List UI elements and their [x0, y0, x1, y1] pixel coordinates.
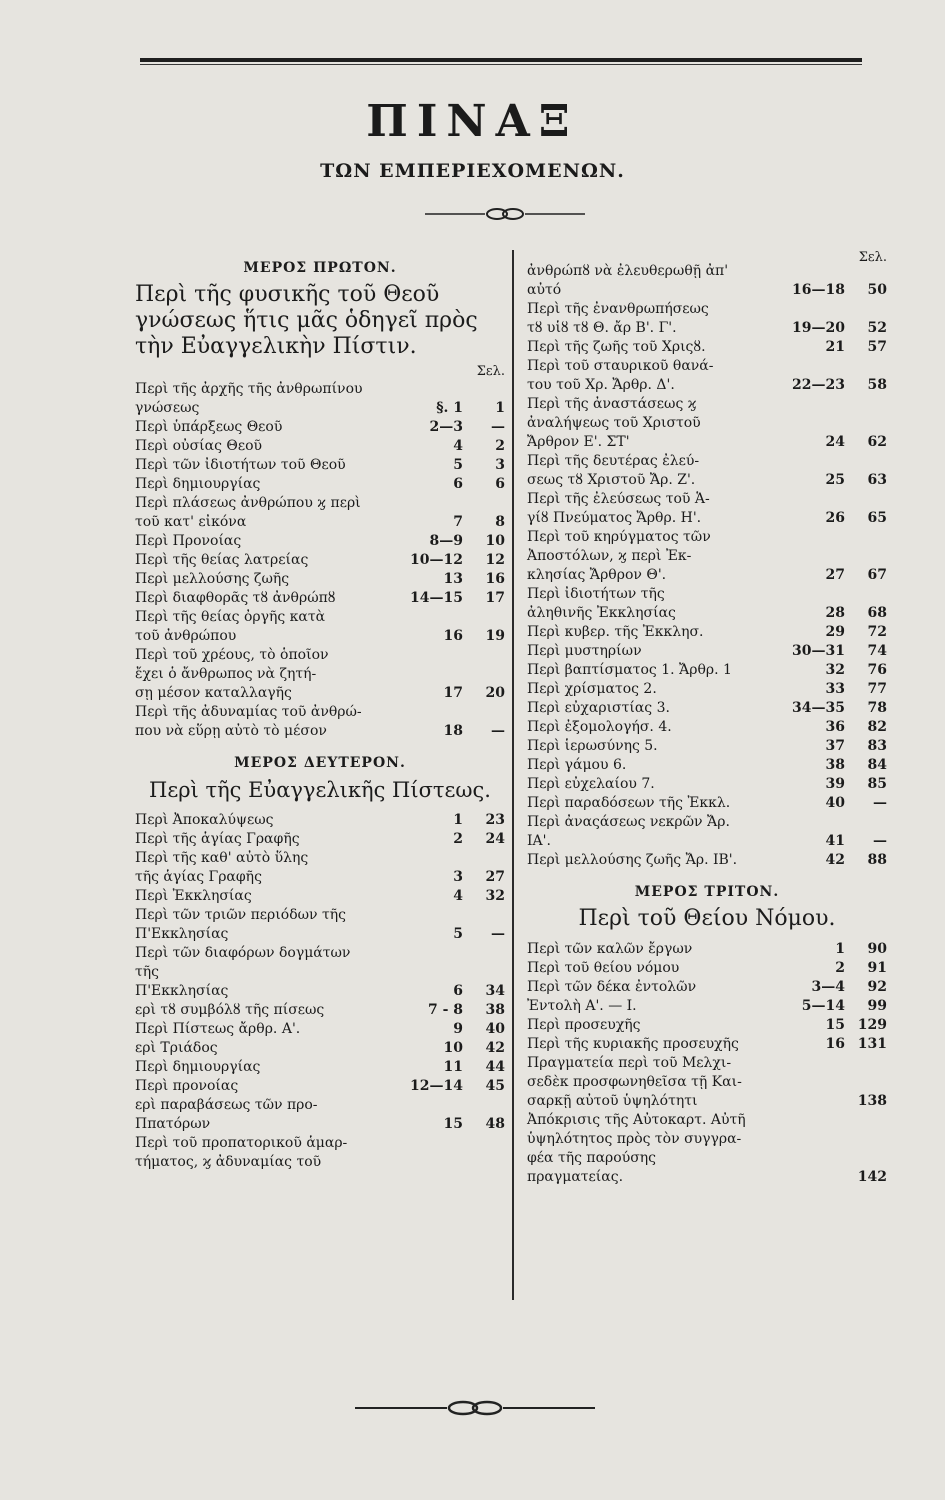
part-three-entries [527, 940, 887, 1187]
entry-section-ref: 39 [825, 776, 845, 792]
entry-title: Πραγματεία περὶ τοῦ Μελχι- σεδὲκ προσφωνηθεῖσα τῇ Και- σαρκῇ αὐτοῦ ὑψηλότητι [527, 1055, 742, 1109]
toc-entry [527, 775, 887, 794]
entry-section-ref: 2 [453, 831, 463, 847]
entry-section-ref: 21 [825, 339, 845, 355]
entry-title: Περὶ εὐχελαίου 7. [527, 776, 655, 792]
page-column-header-right [527, 250, 887, 265]
entry-page-number: 40 [485, 1021, 505, 1037]
entry-section-ref: 1 [453, 812, 463, 828]
toc-entry [527, 997, 887, 1016]
entry-title: Περὶ παραδόσεων τῆς Ἐκκλ. [527, 795, 731, 811]
entry-section-ref: 6 [453, 983, 463, 999]
toc-entry [527, 1016, 887, 1035]
part-one-heading: ΜΕΡΟΣ ΠΡΩΤΟΝ. [243, 260, 397, 276]
entry-title: Περὶ τοῦ κηρύγματος τῶν Ἀποστόλων, ϗ περὶ Ἐκ- κλησίας Ἄρθρον Θ'. [527, 529, 711, 583]
entry-section-ref: 41 [825, 833, 845, 849]
entry-title: ερὶ παραβάσεως τῶν προ- Ππατόρων [135, 1097, 318, 1132]
entry-title: Περὶ τῆς θείας ὀργῆς κατὰ τοῦ ἀνθρώπου [135, 609, 326, 644]
entry-title: Περὶ τοῦ σταυρικοῦ θανά- του τοῦ Χρ. Ἄρθρ. Δ'. [527, 358, 714, 393]
entry-title: Περὶ πλάσεως ἀνθρώπου ϗ περὶ τοῦ κατ' εἰκόνα [135, 495, 361, 530]
entry-title: Περὶ οὐσίας Θεοῦ [135, 438, 263, 454]
entry-page-number: 77 [867, 681, 887, 697]
entry-title: Περὶ τῆς ἀρχῆς τῆς ἀνθρωπίνου γνώσεως [135, 381, 363, 416]
right-column [527, 250, 887, 1187]
entry-section-ref: 38 [825, 757, 845, 773]
toc-entry [135, 1096, 505, 1134]
entry-section-ref: 5 [453, 457, 463, 473]
entry-section-ref: 9 [453, 1021, 463, 1037]
part-one-entries [135, 380, 505, 741]
entry-section-ref: 2—3 [429, 419, 463, 435]
entry-page-number: 72 [867, 624, 887, 640]
entry-page-number: 90 [867, 941, 887, 957]
entry-title: Περὶ τῶν δέκα ἐντολῶν [527, 979, 697, 995]
entry-page-number: 99 [867, 998, 887, 1014]
toc-entry [135, 849, 505, 887]
entry-section-ref: 5—14 [801, 998, 845, 1014]
entry-section-ref: 26 [825, 510, 845, 526]
toc-entry [135, 1077, 505, 1096]
entry-page-number: 57 [867, 339, 887, 355]
entry-page-number: 76 [867, 662, 887, 678]
toc-entry [135, 1058, 505, 1077]
toc-entry [527, 357, 887, 395]
entry-section-ref: 10—12 [410, 552, 463, 568]
entry-title: Περὶ ἀναςάσεως νεκρῶν Ἄρ. ΙΑ'. [527, 814, 730, 849]
part-two-continued-entries [527, 262, 887, 870]
entry-section-ref: 22—23 [792, 377, 845, 393]
entry-title: Περὶ τῶν ἰδιοτήτων τοῦ Θεοῦ [135, 457, 346, 473]
entry-title: Περὶ τῆς καθ' αὐτὸ ὕλης τῆς ἁγίας Γραφῆς [135, 850, 309, 885]
column-divider [512, 250, 514, 1300]
entry-section-ref: 6 [453, 476, 463, 492]
entry-page-number: 16 [485, 571, 505, 587]
toc-entry [135, 418, 505, 437]
entry-title: Περὶ μυστηρίων [527, 643, 642, 659]
toc-entry [135, 608, 505, 646]
top-rule [140, 58, 862, 62]
toc-entry [527, 959, 887, 978]
toc-entry [527, 528, 887, 585]
entry-section-ref: 27 [825, 567, 845, 583]
toc-entry [135, 830, 505, 849]
toc-entry [135, 380, 505, 418]
part-two-heading: ΜΕΡΟΣ ΔΕΥΤΕΡΟΝ. [234, 755, 406, 771]
entry-page-number: 27 [485, 869, 505, 885]
entry-page-number: 12 [485, 552, 505, 568]
toc-entry [527, 300, 887, 338]
entry-section-ref: 36 [825, 719, 845, 735]
entry-title: ερὶ Τριάδος [135, 1040, 218, 1056]
entry-title: Περὶ γάμου 6. [527, 757, 627, 773]
entry-title: Περὶ τῶν τριῶν περιόδων τῆς Π'Εκκλησίας [135, 907, 346, 942]
toc-entry [135, 811, 505, 830]
entry-title: Περὶ τῆς ζωῆς τοῦ Χριςȣ. [527, 339, 706, 355]
entry-page-number: 78 [867, 700, 887, 716]
entry-section-ref: 37 [825, 738, 845, 754]
toc-entry [527, 490, 887, 528]
entry-page-number: 58 [867, 377, 887, 393]
entry-title: Περὶ μελλούσης ζωῆς [135, 571, 290, 587]
entry-page-number: 1 [495, 400, 505, 416]
entry-page-number: 138 [857, 1093, 887, 1109]
entry-section-ref: 3 [453, 869, 463, 885]
entry-section-ref: §. 1 [436, 400, 463, 416]
toc-entry [135, 887, 505, 906]
entry-page-number: — [873, 833, 887, 849]
toc-entry [527, 756, 887, 775]
toc-entry [135, 475, 505, 494]
entry-page-number: 48 [485, 1116, 505, 1132]
toc-entry [135, 944, 505, 1001]
entry-section-ref: 18 [443, 723, 463, 739]
entry-title: ερὶ τȣ συμβόλȣ τῆς πίσεως [135, 1002, 325, 1018]
entry-page-number: 34 [485, 983, 505, 999]
entry-page-number: 24 [485, 831, 505, 847]
entry-title: Περὶ τῶν διαφόρων δογμάτων τῆς Π'Εκκλησίας [135, 945, 351, 999]
entry-title: Περὶ τῆς δευτέρας ἐλεύ- σεως τȣ Χριστοῦ Ἄρ. Ζ'. [527, 453, 700, 488]
entry-page-number: 131 [857, 1036, 887, 1052]
entry-section-ref: 1 [835, 941, 845, 957]
entry-title: ἀνθρώπȣ νὰ ἐλευθερωθῇ ἀπ' αὐτό [527, 263, 729, 298]
toc-entry [135, 1039, 505, 1058]
entry-page-number: 20 [485, 685, 505, 701]
entry-title: Περὶ Ἐκκλησίας [135, 888, 252, 904]
toc-entry [135, 646, 505, 703]
entry-section-ref: 4 [453, 888, 463, 904]
entry-section-ref: 42 [825, 852, 845, 868]
left-column [135, 250, 505, 1172]
entry-title: Περὶ τῆς κυριακῆς προσευχῆς [527, 1036, 739, 1052]
sel-label: Σελ. [476, 364, 505, 379]
sel-label-right: Σελ. [858, 250, 887, 265]
toc-entry [527, 395, 887, 452]
entry-page-number: 129 [857, 1017, 887, 1033]
entry-title: Περὶ τῆς ἁγίας Γραφῆς [135, 831, 300, 847]
entry-page-number: 6 [495, 476, 505, 492]
toc-entry [527, 623, 887, 642]
toc-entry [527, 642, 887, 661]
entry-page-number: 84 [867, 757, 887, 773]
entry-section-ref: 8—9 [429, 533, 463, 549]
entry-section-ref: 19—20 [792, 320, 845, 336]
entry-title: Περὶ χρίσματος 2. [527, 681, 657, 697]
entry-page-number: 2 [495, 438, 505, 454]
entry-section-ref: 30—31 [792, 643, 845, 659]
toc-entry [527, 813, 887, 851]
entry-title: Περὶ εὐχαριστίας 3. [527, 700, 670, 716]
entry-title: Περὶ ὑπάρξεως Θεοῦ [135, 419, 283, 435]
toc-entry [527, 680, 887, 699]
entry-page-number: 91 [867, 960, 887, 976]
entry-section-ref: 34—35 [792, 700, 845, 716]
entry-title: Περὶ τῶν καλῶν ἔργων [527, 941, 693, 957]
toc-entry [135, 703, 505, 741]
entry-page-number: 10 [485, 533, 505, 549]
entry-page-number: 82 [867, 719, 887, 735]
toc-entry [135, 494, 505, 532]
entry-section-ref: 7 - 8 [427, 1002, 463, 1018]
entry-page-number: 23 [485, 812, 505, 828]
entry-page-number: 17 [485, 590, 505, 606]
entry-section-ref: 33 [825, 681, 845, 697]
entry-page-number: 85 [867, 776, 887, 792]
ornament-divider-icon [425, 206, 585, 222]
toc-entry [527, 262, 887, 300]
toc-entry [527, 851, 887, 870]
entry-page-number: 38 [485, 1002, 505, 1018]
entry-page-number: 142 [857, 1169, 887, 1185]
entry-title: Περὶ ἐξομολογήσ. 4. [527, 719, 672, 735]
toc-entry [527, 940, 887, 959]
entry-title: Περὶ τῆς ἐνανθρωπήσεως τȣ υἱȣ τȣ Θ. ἄρ Β'. Γ'. [527, 301, 709, 336]
entry-page-number: 8 [495, 514, 505, 530]
toc-entry [527, 1035, 887, 1054]
entry-section-ref: 25 [825, 472, 845, 488]
entry-section-ref: 12—14 [410, 1078, 463, 1094]
entry-page-number: 88 [867, 852, 887, 868]
entry-title: Περὶ Πίστεως ἄρθρ. Α'. [135, 1021, 301, 1037]
entry-title: Περὶ διαφθορᾶς τȣ ἀνθρώπȣ [135, 590, 336, 606]
entry-section-ref: 24 [825, 434, 845, 450]
entry-page-number: 45 [485, 1078, 505, 1094]
toc-entry [527, 978, 887, 997]
toc-entry [135, 1020, 505, 1039]
entry-page-number: — [873, 795, 887, 811]
entry-section-ref: 40 [825, 795, 845, 811]
top-rule-thin [140, 64, 862, 65]
toc-entry [135, 551, 505, 570]
entry-section-ref: 3—4 [811, 979, 845, 995]
entry-section-ref: 4 [453, 438, 463, 454]
page-title: ΠΙΝΑΞ [366, 96, 579, 147]
entry-title: Περὶ τῆς ἐλεύσεως τοῦ Ἁ- γίȣ Πνεύματος Ἄρθρ. Η'. [527, 491, 710, 526]
entry-page-number: 68 [867, 605, 887, 621]
entry-page-number: 74 [867, 643, 887, 659]
part-two-entries [135, 811, 505, 1172]
entry-page-number: — [491, 419, 505, 435]
toc-entry [527, 718, 887, 737]
page-subtitle: ΤΩΝ ΕΜΠΕΡΙΕΧΟΜΕΝΩΝ. [320, 160, 625, 182]
toc-entry [135, 1001, 505, 1020]
entry-section-ref: 7 [453, 514, 463, 530]
entry-page-number: 92 [867, 979, 887, 995]
entry-page-number: — [491, 723, 505, 739]
entry-section-ref: 15 [825, 1017, 845, 1033]
entry-title: Περὶ κυβερ. τῆς Ἐκκλησ. [527, 624, 704, 640]
toc-entry [135, 570, 505, 589]
toc-entry [527, 338, 887, 357]
part-three-section-title: Περὶ τοῦ Θείου Νόμου. [578, 906, 836, 931]
entry-page-number: 52 [867, 320, 887, 336]
entry-page-number: 19 [485, 628, 505, 644]
part-three-heading: ΜΕΡΟΣ ΤΡΙΤΟΝ. [634, 884, 780, 900]
toc-entry [135, 589, 505, 608]
entry-title: Ἐντολὴ Α'. — Ι. [527, 998, 637, 1014]
entry-section-ref: 32 [825, 662, 845, 678]
entry-title: Περὶ Προνοίας [135, 533, 242, 549]
toc-entry [527, 737, 887, 756]
toc-entry [527, 1054, 887, 1111]
entry-page-number: 3 [495, 457, 505, 473]
entry-section-ref: 16 [443, 628, 463, 644]
entry-title: Περὶ τῆς ἀδυναμίας τοῦ ἀνθρώ- που νὰ εὕρῃ αὐτὸ τὸ μέσον [135, 704, 362, 739]
entry-page-number: 67 [867, 567, 887, 583]
toc-entry [527, 699, 887, 718]
entry-title: Ἀπόκρισις τῆς Αὐτοκαρτ. Αὐτῆ ὑψηλότητος πρὸς τὸν συγγρα- φέα τῆς παρούσης πραγματείας. [527, 1112, 746, 1185]
entry-section-ref: 28 [825, 605, 845, 621]
entry-section-ref: 11 [443, 1059, 463, 1075]
part-two-section-title: Περὶ τῆς Εὐαγγελικῆς Πίστεως. [149, 778, 491, 802]
entry-title: Περὶ προσευχῆς [527, 1017, 641, 1033]
entry-title: Περὶ τῆς ἀναστάσεως ϗ ἀναλήψεως τοῦ Χριστοῦ Ἄρθρον Ε'. ΣΤ' [527, 396, 701, 450]
entry-section-ref: 13 [443, 571, 463, 587]
entry-page-number: 44 [485, 1059, 505, 1075]
toc-entry [527, 794, 887, 813]
entry-section-ref: 16—18 [792, 282, 845, 298]
entry-page-number: 83 [867, 738, 887, 754]
entry-page-number: 63 [867, 472, 887, 488]
toc-entry [135, 456, 505, 475]
entry-section-ref: 29 [825, 624, 845, 640]
entry-section-ref: 5 [453, 926, 463, 942]
entry-title: Περὶ δημιουργίας [135, 1059, 261, 1075]
entry-title: Περὶ μελλούσης ζωῆς Ἄρ. ΙΒ'. [527, 852, 738, 868]
entry-page-number: 32 [485, 888, 505, 904]
toc-entry [527, 585, 887, 623]
entry-title: Περὶ τοῦ προπατορικοῦ ἁμαρ- τήματος, ϗ ἀδυναμίας τοῦ [135, 1135, 348, 1170]
page-column-header [135, 364, 505, 380]
entry-section-ref: 15 [443, 1116, 463, 1132]
entry-section-ref: 16 [825, 1036, 845, 1052]
ornament-footer-icon [355, 1398, 595, 1418]
entry-section-ref: 14—15 [410, 590, 463, 606]
entry-title: Περὶ βαπτίσματος 1. Ἄρθρ. 1 [527, 662, 732, 678]
entry-title: Περὶ τῆς θείας λατρείας [135, 552, 309, 568]
entry-page-number: 62 [867, 434, 887, 450]
toc-entry [527, 452, 887, 490]
toc-entry [135, 1134, 505, 1172]
entry-page-number: — [491, 926, 505, 942]
toc-entry [527, 661, 887, 680]
entry-title: Περὶ ἱερωσύνης 5. [527, 738, 658, 754]
entry-section-ref: 17 [443, 685, 463, 701]
entry-page-number: 65 [867, 510, 887, 526]
entry-title: Περὶ δημιουργίας [135, 476, 261, 492]
entry-section-ref: 10 [443, 1040, 463, 1056]
entry-title: Περὶ τοῦ χρέους, τὸ ὁποῖον ἔχει ὁ ἄνθρωπος νὰ ζητή- σῃ μέσον καταλλαγῆς [135, 647, 329, 701]
entry-section-ref: 2 [835, 960, 845, 976]
toc-entry [135, 906, 505, 944]
entry-page-number: 50 [867, 282, 887, 298]
entry-title: Περὶ ἰδιοτήτων τῆς ἀληθινῆς Ἐκκλησίας [527, 586, 676, 621]
toc-entry [527, 1111, 887, 1187]
entry-page-number: 42 [485, 1040, 505, 1056]
entry-title: Περὶ Ἀποκαλύψεως [135, 812, 274, 828]
part-one-section-title: Περὶ τῆς φυσικῆς τοῦ Θεοῦ γνώσεως ἥτις μᾶς ὁδηγεῖ πρὸς τὴν Εὐαγγελικὴν Πίστιν. [135, 282, 478, 359]
toc-entry [135, 532, 505, 551]
toc-entry [135, 437, 505, 456]
entry-title: Περὶ προνοίας [135, 1078, 239, 1094]
entry-title: Περὶ τοῦ θείου νόμου [527, 960, 680, 976]
